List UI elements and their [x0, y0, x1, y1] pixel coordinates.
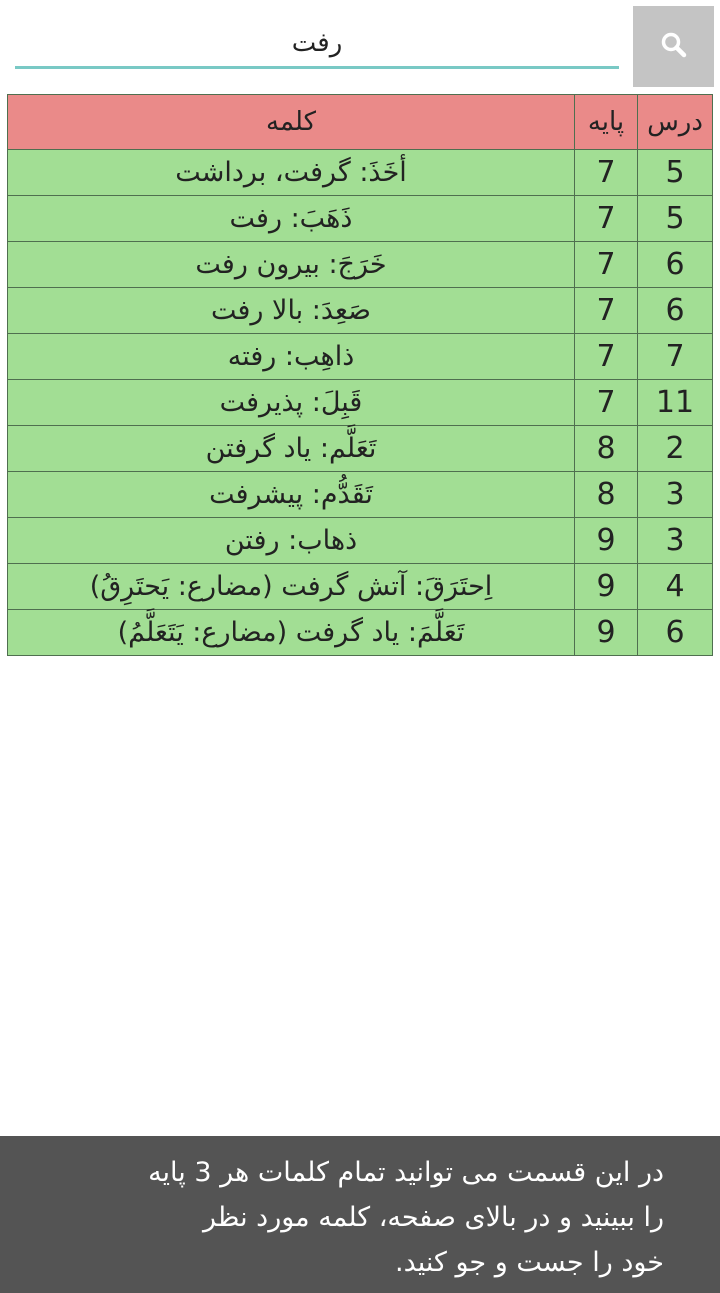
footer-line: خود را جست و جو کنید.	[395, 1247, 664, 1278]
cell-lesson: 5	[638, 196, 713, 242]
table-header-row	[8, 95, 713, 150]
cell-word: اِحتَرَقَ: آتش گرفت (مضارع: یَحتَرِقُ)	[8, 564, 575, 610]
cell-lesson: 4	[638, 564, 713, 610]
table-row[interactable]	[8, 472, 713, 518]
search-button[interactable]	[633, 6, 714, 87]
cell-grade: 8	[575, 426, 638, 472]
cell-lesson: 6	[638, 242, 713, 288]
table-row[interactable]	[8, 564, 713, 610]
header-word: کلمه	[8, 95, 575, 150]
cell-grade: 7	[575, 380, 638, 426]
table-row[interactable]	[8, 380, 713, 426]
cell-lesson: 7	[638, 334, 713, 380]
cell-grade: 9	[575, 564, 638, 610]
cell-word: ذهاب: رفتن	[8, 518, 575, 564]
cell-word: تَقَدُّم: پیشرفت	[8, 472, 575, 518]
table-row[interactable]	[8, 334, 713, 380]
table-row[interactable]	[8, 242, 713, 288]
cell-grade: 9	[575, 518, 638, 564]
cell-grade: 7	[575, 242, 638, 288]
search-icon	[660, 31, 688, 63]
cell-word: ذَهَبَ: رفت	[8, 196, 575, 242]
cell-lesson: 3	[638, 518, 713, 564]
cell-grade: 7	[575, 288, 638, 334]
cell-lesson: 5	[638, 150, 713, 196]
table-row[interactable]	[8, 426, 713, 472]
cell-lesson: 3	[638, 472, 713, 518]
cell-word: خَرَجَ: بیرون رفت	[8, 242, 575, 288]
info-footer	[0, 1136, 720, 1293]
cell-grade: 7	[575, 150, 638, 196]
cell-lesson: 2	[638, 426, 713, 472]
table-row[interactable]	[8, 610, 713, 656]
cell-word: تَعَلَّمَ: یاد گرفت (مضارع: یَتَعَلَّمُ)	[8, 610, 575, 656]
cell-word: تَعَلَّم: یاد گرفتن	[8, 426, 575, 472]
table-row[interactable]	[8, 288, 713, 334]
cell-grade: 8	[575, 472, 638, 518]
table-row[interactable]	[8, 196, 713, 242]
cell-grade: 7	[575, 334, 638, 380]
header-grade: پایه	[575, 95, 638, 150]
words-table	[7, 94, 713, 656]
search-input[interactable]	[15, 20, 619, 69]
table-row[interactable]	[8, 150, 713, 196]
cell-lesson: 6	[638, 288, 713, 334]
cell-word: ذاهِب: رفته	[8, 334, 575, 380]
cell-lesson: 11	[638, 380, 713, 426]
cell-word: قَبِلَ: پذیرفت	[8, 380, 575, 426]
cell-lesson: 6	[638, 610, 713, 656]
footer-line: را ببینید و در بالای صفحه، کلمه مورد نظر	[203, 1202, 664, 1233]
cell-word: أخَذَ: گرفت، برداشت	[8, 150, 575, 196]
footer-line: در این قسمت می توانید تمام کلمات هر 3 پایه	[148, 1157, 664, 1188]
cell-grade: 7	[575, 196, 638, 242]
header-lesson: درس	[638, 95, 713, 150]
table-row[interactable]	[8, 518, 713, 564]
cell-word: صَعِدَ: بالا رفت	[8, 288, 575, 334]
cell-grade: 9	[575, 610, 638, 656]
